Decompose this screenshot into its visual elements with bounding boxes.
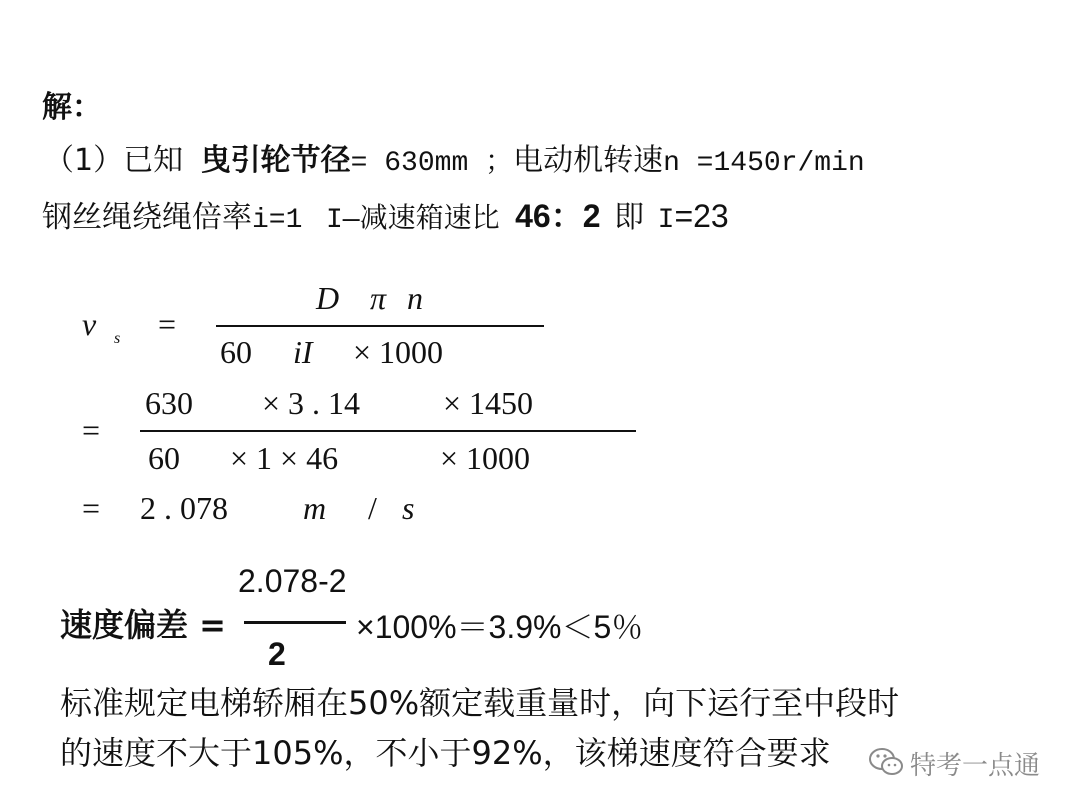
velocity-result-m: m (303, 490, 327, 526)
numerator2-1450: × 1450 (443, 385, 534, 421)
denominator1-rest: × 1000 (353, 334, 444, 370)
denominator2-1000: × 1000 (440, 440, 531, 476)
traction-sheave-value: = 630mm ； (350, 148, 514, 179)
rope-ratio-value: i=1 (252, 205, 303, 236)
known-prefix: （1）已知 (44, 143, 184, 178)
numerator1-pi: π (370, 280, 387, 316)
numerator2-pi-value: × 3 . 14 (262, 385, 361, 421)
deviation-label-text: 速度偏差 = (60, 606, 226, 644)
equals-sign-2: = (82, 412, 101, 448)
wechat-icon (868, 747, 904, 777)
denominator1-iI: iI (293, 334, 313, 370)
velocity-subscript: s (114, 330, 121, 347)
deviation-fraction-bar (244, 621, 346, 624)
equals-sign-1: = (158, 306, 177, 342)
denominator1-60: 60 (220, 334, 252, 370)
motor-speed-value: n =1450r/min (663, 148, 865, 179)
solution-label: 解： (42, 90, 102, 125)
equals-sign-3: = (82, 490, 101, 526)
rope-ratio-label: 钢丝绳绕绳倍率 (42, 200, 252, 235)
deviation-numerator: 2.078-2 (238, 563, 347, 599)
velocity-result-s: s (402, 490, 415, 526)
watermark-text: 特考一点通 (910, 751, 1041, 781)
fraction-bar-1 (216, 325, 544, 327)
numerator1-D: D (316, 280, 340, 316)
conclusion-line-2: 的速度不大于105%，不小于92%，该梯速度符合要求 (60, 734, 831, 772)
numerator1-n: n (407, 280, 423, 316)
deviation-label (60, 600, 226, 646)
gear-ratio-value: 46：2 (515, 198, 601, 234)
numerator2-630: 630 (145, 385, 193, 421)
rope-ratio-line (42, 191, 729, 237)
velocity-result-slash: / (368, 490, 377, 526)
denominator2-60: 60 (148, 440, 180, 476)
ratio-result-symbol: I (657, 205, 675, 236)
fraction-bar-2 (140, 430, 636, 432)
ratio-result-value: =23 (674, 198, 729, 234)
deviation-result: ×100%＝3.9%＜5％ (356, 609, 644, 645)
velocity-symbol: v (82, 306, 97, 342)
traction-sheave-label: 曳引轮节径 (200, 143, 351, 178)
motor-speed-label: 电动机转速 (513, 143, 664, 178)
ratio-connector: 即 (614, 200, 645, 235)
conclusion-line-1: 标准规定电梯轿厢在50%额定载重量时，向下运行至中段时 (60, 684, 900, 722)
deviation-denominator: 2 (268, 636, 286, 672)
gear-ratio-label: I—减速箱速比 (325, 205, 500, 236)
denominator2-middle: × 1 × 46 (230, 440, 339, 476)
known-line (44, 135, 865, 179)
velocity-result-value: 2 . 078 (140, 490, 228, 526)
